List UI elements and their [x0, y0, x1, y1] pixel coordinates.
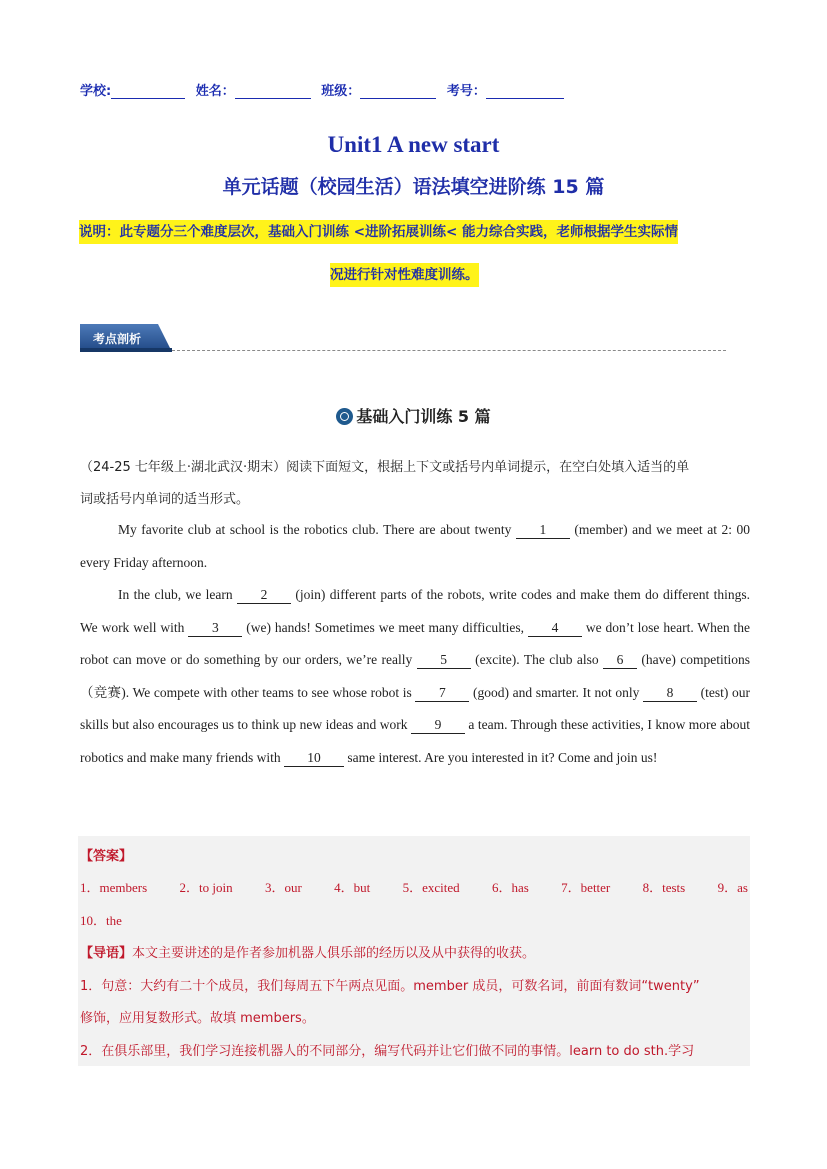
- section-title-text: 基础入门训练 5 篇: [356, 407, 491, 426]
- guide-label: 【导语】: [80, 946, 133, 961]
- answer-item-10: 10．the: [80, 913, 122, 928]
- divider: [172, 350, 726, 351]
- instructions-line-1: （24-25 七年级上·湖北武汉·期末）阅读下面短文，根据上下文或括号内单词提示，在空白处填入适当的单: [80, 460, 690, 475]
- answer-item: 2．to join: [179, 880, 233, 895]
- passage-text: (join) different parts of the robots, write codes and make them do different things. We work well with: [80, 587, 750, 635]
- passage-text: My favorite club at school is the robotics club. There are about twenty: [118, 522, 516, 537]
- answer-item: 1．members: [80, 880, 148, 895]
- passage-paragraph-2: [80, 579, 750, 774]
- passage-text: (good) and smarter. It not only: [469, 684, 643, 700]
- note-line-1: 说明：此专题分三个难度层次，基础入门训练 <进阶拓展训练< 能力综合实践，老师根据学生实际情: [79, 220, 678, 244]
- school-field[interactable]: [111, 84, 185, 99]
- student-info-line: [80, 80, 570, 99]
- answer-item: 8．tests: [642, 880, 686, 895]
- answer-item: 6．has: [491, 880, 529, 895]
- blank-9[interactable]: 9: [411, 716, 465, 734]
- passage-paragraph-1: [80, 514, 750, 579]
- section-tag-label: 考点剖析: [93, 332, 142, 346]
- name-field[interactable]: [235, 84, 311, 99]
- guide: [80, 942, 748, 961]
- class-field[interactable]: [360, 84, 436, 99]
- section-icon: [336, 408, 353, 425]
- blank-6[interactable]: 6: [603, 651, 637, 669]
- passage-text: In the club, we learn: [118, 587, 237, 602]
- instructions-line-2: 词或括号内单词的适当形式。: [80, 492, 250, 507]
- answer-item: 4．but: [334, 880, 371, 895]
- passage: [80, 514, 750, 774]
- page-subtitle: 单元话题（校园生活）语法填空进阶练 15 篇: [222, 176, 605, 198]
- blank-4[interactable]: 4: [528, 619, 582, 637]
- page-title: Unit1 A new start: [327, 132, 500, 157]
- blank-3[interactable]: 3: [188, 619, 242, 637]
- answer-list: [80, 877, 748, 896]
- blank-10[interactable]: 10: [284, 749, 344, 767]
- passage-text: (we) hands! Sometimes we meet many difficulties,: [242, 619, 528, 635]
- passage-text: a team. Through these activities, I know more about robotics and make many friends with: [80, 717, 750, 765]
- blank-5[interactable]: 5: [417, 651, 471, 669]
- passage-text: we don’t lose heart. When the robot can move or do something by our orders, we’re really: [80, 619, 750, 667]
- passage-text: same interest. Are you interested in it? Come and join us!: [343, 749, 658, 765]
- exam-no-field[interactable]: [486, 84, 564, 99]
- answer-heading: 【答案】: [80, 849, 133, 864]
- blank-8[interactable]: 8: [643, 684, 697, 702]
- exam-no-label: 考号：: [446, 84, 486, 99]
- guide-text: 本文主要讲述的是作者参加机器人俱乐部的经历以及从中获得的收获。: [132, 946, 536, 961]
- class-label: 班级：: [321, 84, 361, 99]
- instructions: [80, 452, 750, 516]
- passage-text: (member) and we meet at 2: 00 every Friday afternoon.: [80, 522, 750, 570]
- explanation-2-line-1: 2．在俱乐部里，我们学习连接机器人的不同部分，编写代码并让它们做不同的事情。learn to do sth.学习: [80, 1044, 695, 1059]
- answer-item: 5．excited: [402, 880, 460, 895]
- blank-1[interactable]: 1: [516, 521, 570, 539]
- answer-item: 9．as: [717, 880, 748, 895]
- blank-2[interactable]: 2: [237, 586, 291, 604]
- passage-text: (have) competitions（竞赛). We compete with other teams to see whose robot is: [80, 652, 751, 700]
- name-label: 姓名：: [195, 84, 235, 99]
- passage-text: (excite). The club also: [470, 652, 603, 667]
- explanation-1-line-1: 1．句意：大约有二十个成员，我们每周五下午两点见面。member 成员，可数名词，前面有数词“twenty”: [80, 979, 700, 994]
- school-label: 学校:: [80, 84, 112, 99]
- blank-7[interactable]: 7: [415, 684, 469, 702]
- explanation-1-line-2: 修饰，应用复数形式。故填 members。: [80, 1011, 315, 1026]
- passage-text: (test) our skills but also encourages us to think up new ideas and work: [80, 684, 751, 732]
- answer-item: 3．our: [264, 880, 302, 895]
- section-title: [0, 404, 827, 427]
- note-line-2: 况进行针对性难度训练。: [330, 263, 479, 287]
- answer-item: 7．better: [561, 880, 611, 895]
